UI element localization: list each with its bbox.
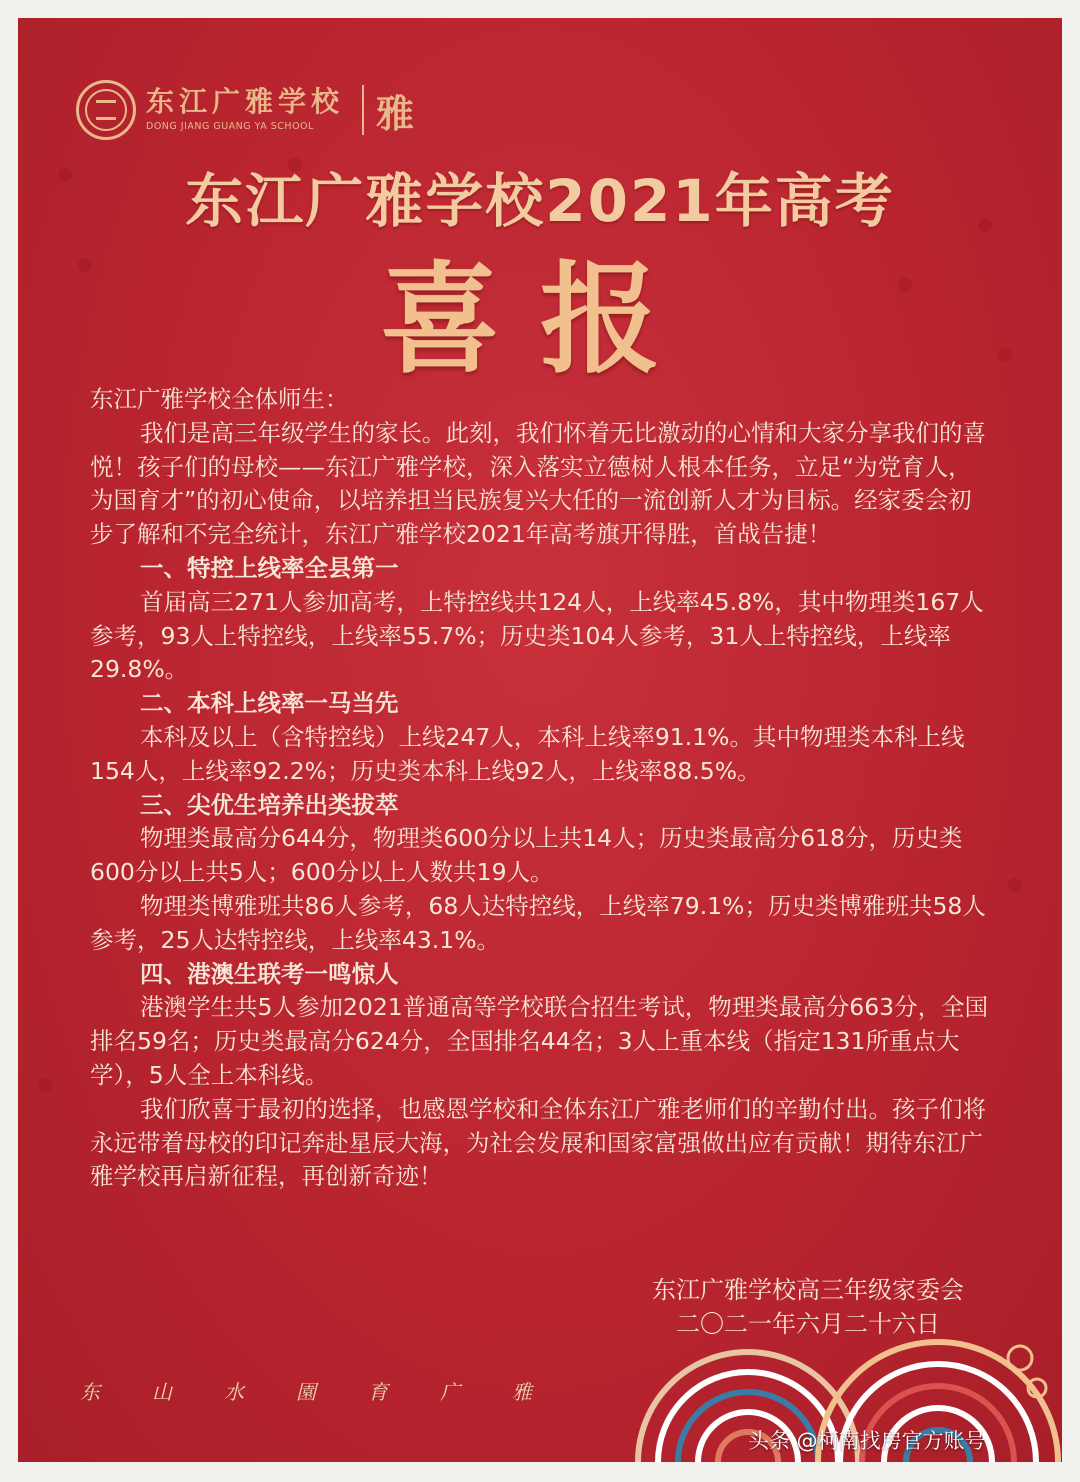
school-logo	[76, 80, 414, 140]
school-name-cn: 东江广雅学校	[146, 85, 345, 118]
calligraphy-char: 水	[224, 1380, 244, 1404]
section-paragraph: 港澳学生共5人参加2021普通高等学校联合招生考试，物理类最高分663分，全国排名59名；历史类最高分624分，全国排名44名；3人上重本线（指定131所重点大学），5人全上本科线。	[90, 993, 989, 1089]
section-paragraph: 首届高三271人参加高考，上特控线共124人，上线率45.8%，其中物理类167人参考，93人上特控线，上线率55.7%；历史类104人参考，31人上特控线，上线率29.8%。	[90, 587, 984, 684]
signature-org: 东江广雅学校高三年级家委会	[652, 1276, 964, 1304]
section-paragraph: 本科及以上（含特控线）上线247人，本科上线率91.1%。其中物理类本科上线154人，上线率92.2%；历史类本科上线92人，上线率88.5%。	[90, 722, 965, 785]
school-name-en: DONG JIANG GUANG YA SCHOOL	[146, 121, 314, 132]
section-heading: 四、港澳生联考一鸣惊人	[140, 959, 399, 988]
watermark: 头条 @柯南找房官方账号	[748, 1429, 986, 1453]
footer-calligraphy	[80, 1376, 532, 1405]
section-heading: 二、本科上线率一马当先	[140, 689, 399, 718]
intro-paragraph: 我们是高三年级学生的家长。此刻，我们怀着无比激动的心情和大家分享我们的喜悦！孩子们的母校——东江广雅学校，深入落实立德树人根本任务，立足“为党育人，为国育才”的初心使命，以培养担当民族复兴大任的一流创新人才为目标。经家委会初步了解和不完全统计，东江广雅学校2021年高考旗开得胜，首战告捷！	[90, 418, 986, 549]
decor-dot	[38, 1078, 52, 1092]
letter-body	[90, 383, 990, 1194]
section-paragraph: 物理类最高分644分，物理类600分以上共14人；历史类最高分618分，历史类600分以上共5人；600分以上人数共19人。	[90, 824, 963, 887]
salutation: 东江广雅学校全体师生：	[90, 385, 349, 413]
poster	[18, 18, 1062, 1462]
decor-dot	[1008, 878, 1022, 892]
calligraphy-char: 育	[368, 1380, 388, 1404]
section-paragraph: 物理类博雅班共86人参考，68人达特控线，上线率79.1%；历史类博雅班共58人参考，25人达特控线，上线率43.1%。	[90, 891, 986, 954]
section-heading: 一、特控上线率全县第一	[140, 553, 399, 582]
headline: 喜报	[380, 249, 700, 390]
calligraphy-char: 山	[152, 1380, 172, 1404]
school-seal-icon	[76, 80, 136, 140]
calligraphy-char: 園	[296, 1380, 316, 1404]
closing-paragraph: 我们欣喜于最初的选择，也感恩学校和全体东江广雅老师们的辛勤付出。孩子们将永远带着母校的印记奔赴星辰大海，为社会发展和国家富强做出应有贡献！期待东江广雅学校再启新征程，再创新奇迹！	[90, 1094, 986, 1191]
calligraphy-char: 广	[440, 1380, 460, 1404]
school-mark: 雅	[376, 90, 415, 136]
signature-date: 二〇二一年六月二十六日	[676, 1310, 940, 1338]
page-title: 东江广雅学校2021年高考	[185, 167, 895, 235]
calligraphy-char: 雅	[512, 1380, 532, 1404]
logo-divider	[362, 85, 364, 135]
section-heading: 三、尖优生培养出类拔萃	[140, 790, 399, 819]
calligraphy-char: 东	[80, 1380, 100, 1404]
